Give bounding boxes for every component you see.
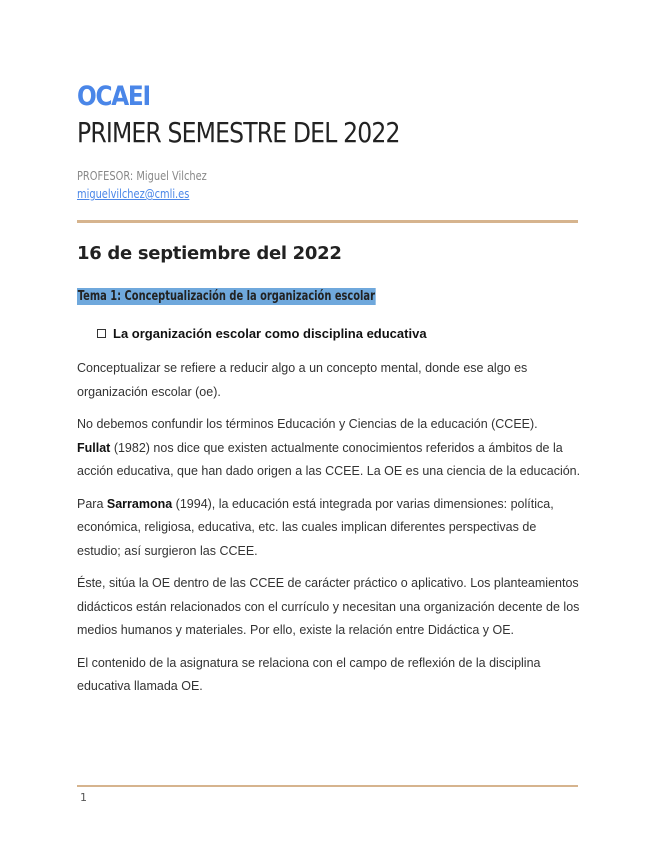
paragraph-4-text: Éste, sitúa la OE dentro de las CCEE de carácter práctico o aplicativo. Los planteamientos didácticos están relacionados con el currículo y necesitan una organización decente de los medios humanos y materiales. Por ello, existe la relación entre Didáctica y OE.	[77, 576, 580, 637]
paragraph-5	[77, 652, 582, 699]
checkbox-icon[interactable]	[97, 329, 106, 338]
document-title: PRIMER SEMESTRE DEL 2022	[77, 116, 400, 149]
professor-email-link[interactable]: miguelvilchez@cmli.es	[77, 187, 190, 201]
header-divider	[77, 220, 578, 223]
document-header	[77, 80, 577, 203]
author-sarramona: Sarramona	[106, 496, 173, 511]
footer-divider	[77, 785, 578, 787]
course-code: OCAEI	[77, 81, 150, 112]
paragraph-1-text: Conceptualizar se refiere a reducir algo a un concepto mental, donde ese algo es organización escolar (oe).	[77, 361, 528, 399]
professor-name: PROFESOR: Miguel Vilchez	[77, 169, 207, 183]
body-text	[77, 357, 582, 708]
topic-heading: Tema 1: Conceptualización de la organización escolar	[77, 289, 375, 304]
page-number: 1	[80, 791, 87, 804]
paragraph-2	[77, 413, 582, 484]
author-fullat: Fullat	[77, 440, 111, 455]
paragraph-3-lead: Para	[77, 496, 107, 511]
paragraph-4	[77, 572, 582, 643]
paragraph-3-rest: (1994), la educación está integrada por varias dimensiones: política, económica, religiosa, educativa, etc. las cuales implican diferentes perspectivas de estudio; así surgieron las CCEE.	[77, 496, 554, 558]
checklist-label: La organización escolar como disciplina educativa	[113, 326, 427, 341]
paragraph-5-text: El contenido de la asignatura se relaciona con el campo de reflexión de la disciplina educativa llamada OE.	[77, 655, 541, 693]
paragraph-1	[77, 357, 582, 404]
date-heading: 16 de septiembre del 2022	[77, 243, 342, 264]
checklist-item[interactable]	[97, 326, 427, 341]
paragraph-3	[77, 493, 582, 564]
paragraph-2-rest: (1982) nos dice que existen actualmente conocimientos referidos a ámbitos de la acción educativa, que han dado origen a las CCEE. La OE es una ciencia de la educación.	[77, 440, 581, 478]
paragraph-2-line-1: No debemos confundir los términos Educación y Ciencias de la educación (CCEE).	[77, 417, 538, 431]
